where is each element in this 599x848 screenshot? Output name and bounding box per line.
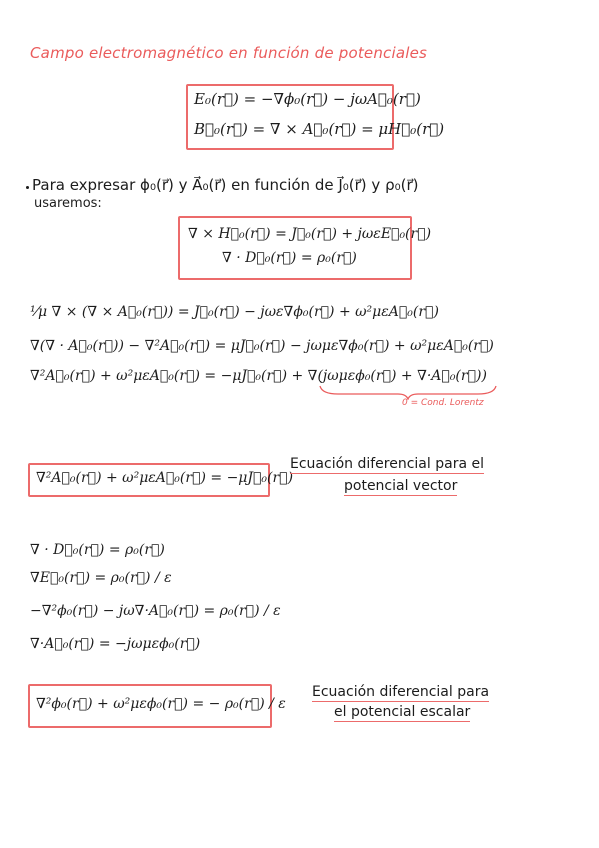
intro-line-2: usaremos:: [34, 196, 102, 211]
bullet-point: [26, 186, 29, 189]
derivation-line-2: ∇(∇ · A⃗₀(r⃗)) − ∇²A⃗₀(r⃗) = μJ⃗₀(r⃗) − jωμε∇ϕ₀(r⃗) + ω²μεA⃗₀(r⃗): [30, 338, 494, 354]
vector-potential-label-2: [344, 478, 457, 494]
vector-label-text-1: Ecuación diferencial para el: [290, 456, 484, 472]
scalar-label-text-2: el potencial escalar: [334, 704, 471, 720]
vector-potential-label-1: [290, 456, 484, 472]
scalar-potential-label-2: [334, 704, 470, 720]
scalar-label-text-1: Ecuación diferencial para: [312, 684, 490, 700]
scalar-potential-label-1: [312, 684, 489, 700]
ampere-equation: ∇ × H⃗₀(r⃗) = J⃗₀(r⃗) + jωεE⃗₀(r⃗): [188, 226, 432, 242]
derivation-line-3: ∇²A⃗₀(r⃗) + ω²μεA⃗₀(r⃗) = −μJ⃗₀(r⃗) + ∇(jωμεϕ₀(r⃗) + ∇·A⃗₀(r⃗)): [30, 368, 487, 384]
scalar-potential-equation: ∇²ϕ₀(r⃗) + ω²μεϕ₀(r⃗) = − ρ₀(r⃗) / ε: [36, 696, 286, 712]
derivation2-line-2: ∇E⃗₀(r⃗) = ρ₀(r⃗) / ε: [30, 570, 172, 586]
vector-label-text-2: potencial vector: [344, 478, 458, 494]
derivation2-line-1: ∇ · D⃗₀(r⃗) = ρ₀(r⃗): [30, 542, 165, 558]
derivation-line-1: ¹⁄μ ∇ × (∇ × A⃗₀(r⃗)) = J⃗₀(r⃗) − jωε∇ϕ₀(r⃗) + ω²μεA⃗₀(r⃗): [30, 304, 439, 320]
magnetic-field-equation: B⃗₀(r⃗) = ∇ × A⃗₀(r⃗) = μH⃗₀(r⃗): [194, 120, 445, 138]
vector-potential-equation: ∇²A⃗₀(r⃗) + ω²μεA⃗₀(r⃗) = −μJ⃗₀(r⃗): [36, 470, 294, 486]
electric-field-equation: E₀(r⃗) = −∇ϕ₀(r⃗) − jωA⃗₀(r⃗): [194, 90, 421, 108]
page-title: Campo electromagnético en función de potenciales: [30, 44, 428, 62]
lorentz-condition-note: 0 = Cond. Lorentz: [402, 398, 484, 408]
derivation2-line-4: ∇·A⃗₀(r⃗) = −jωμεϕ₀(r⃗): [30, 636, 201, 652]
derivation2-line-3: −∇²ϕ₀(r⃗) − jω∇·A⃗₀(r⃗) = ρ₀(r⃗) / ε: [30, 603, 281, 619]
gauss-equation: ∇ · D⃗₀(r⃗) = ρ₀(r⃗): [222, 250, 357, 266]
intro-line-1: Para expresar ϕ₀(r⃗) y A⃗₀(r⃗) en función de J⃗₀(r⃗) y ρ₀(r⃗): [32, 176, 419, 194]
